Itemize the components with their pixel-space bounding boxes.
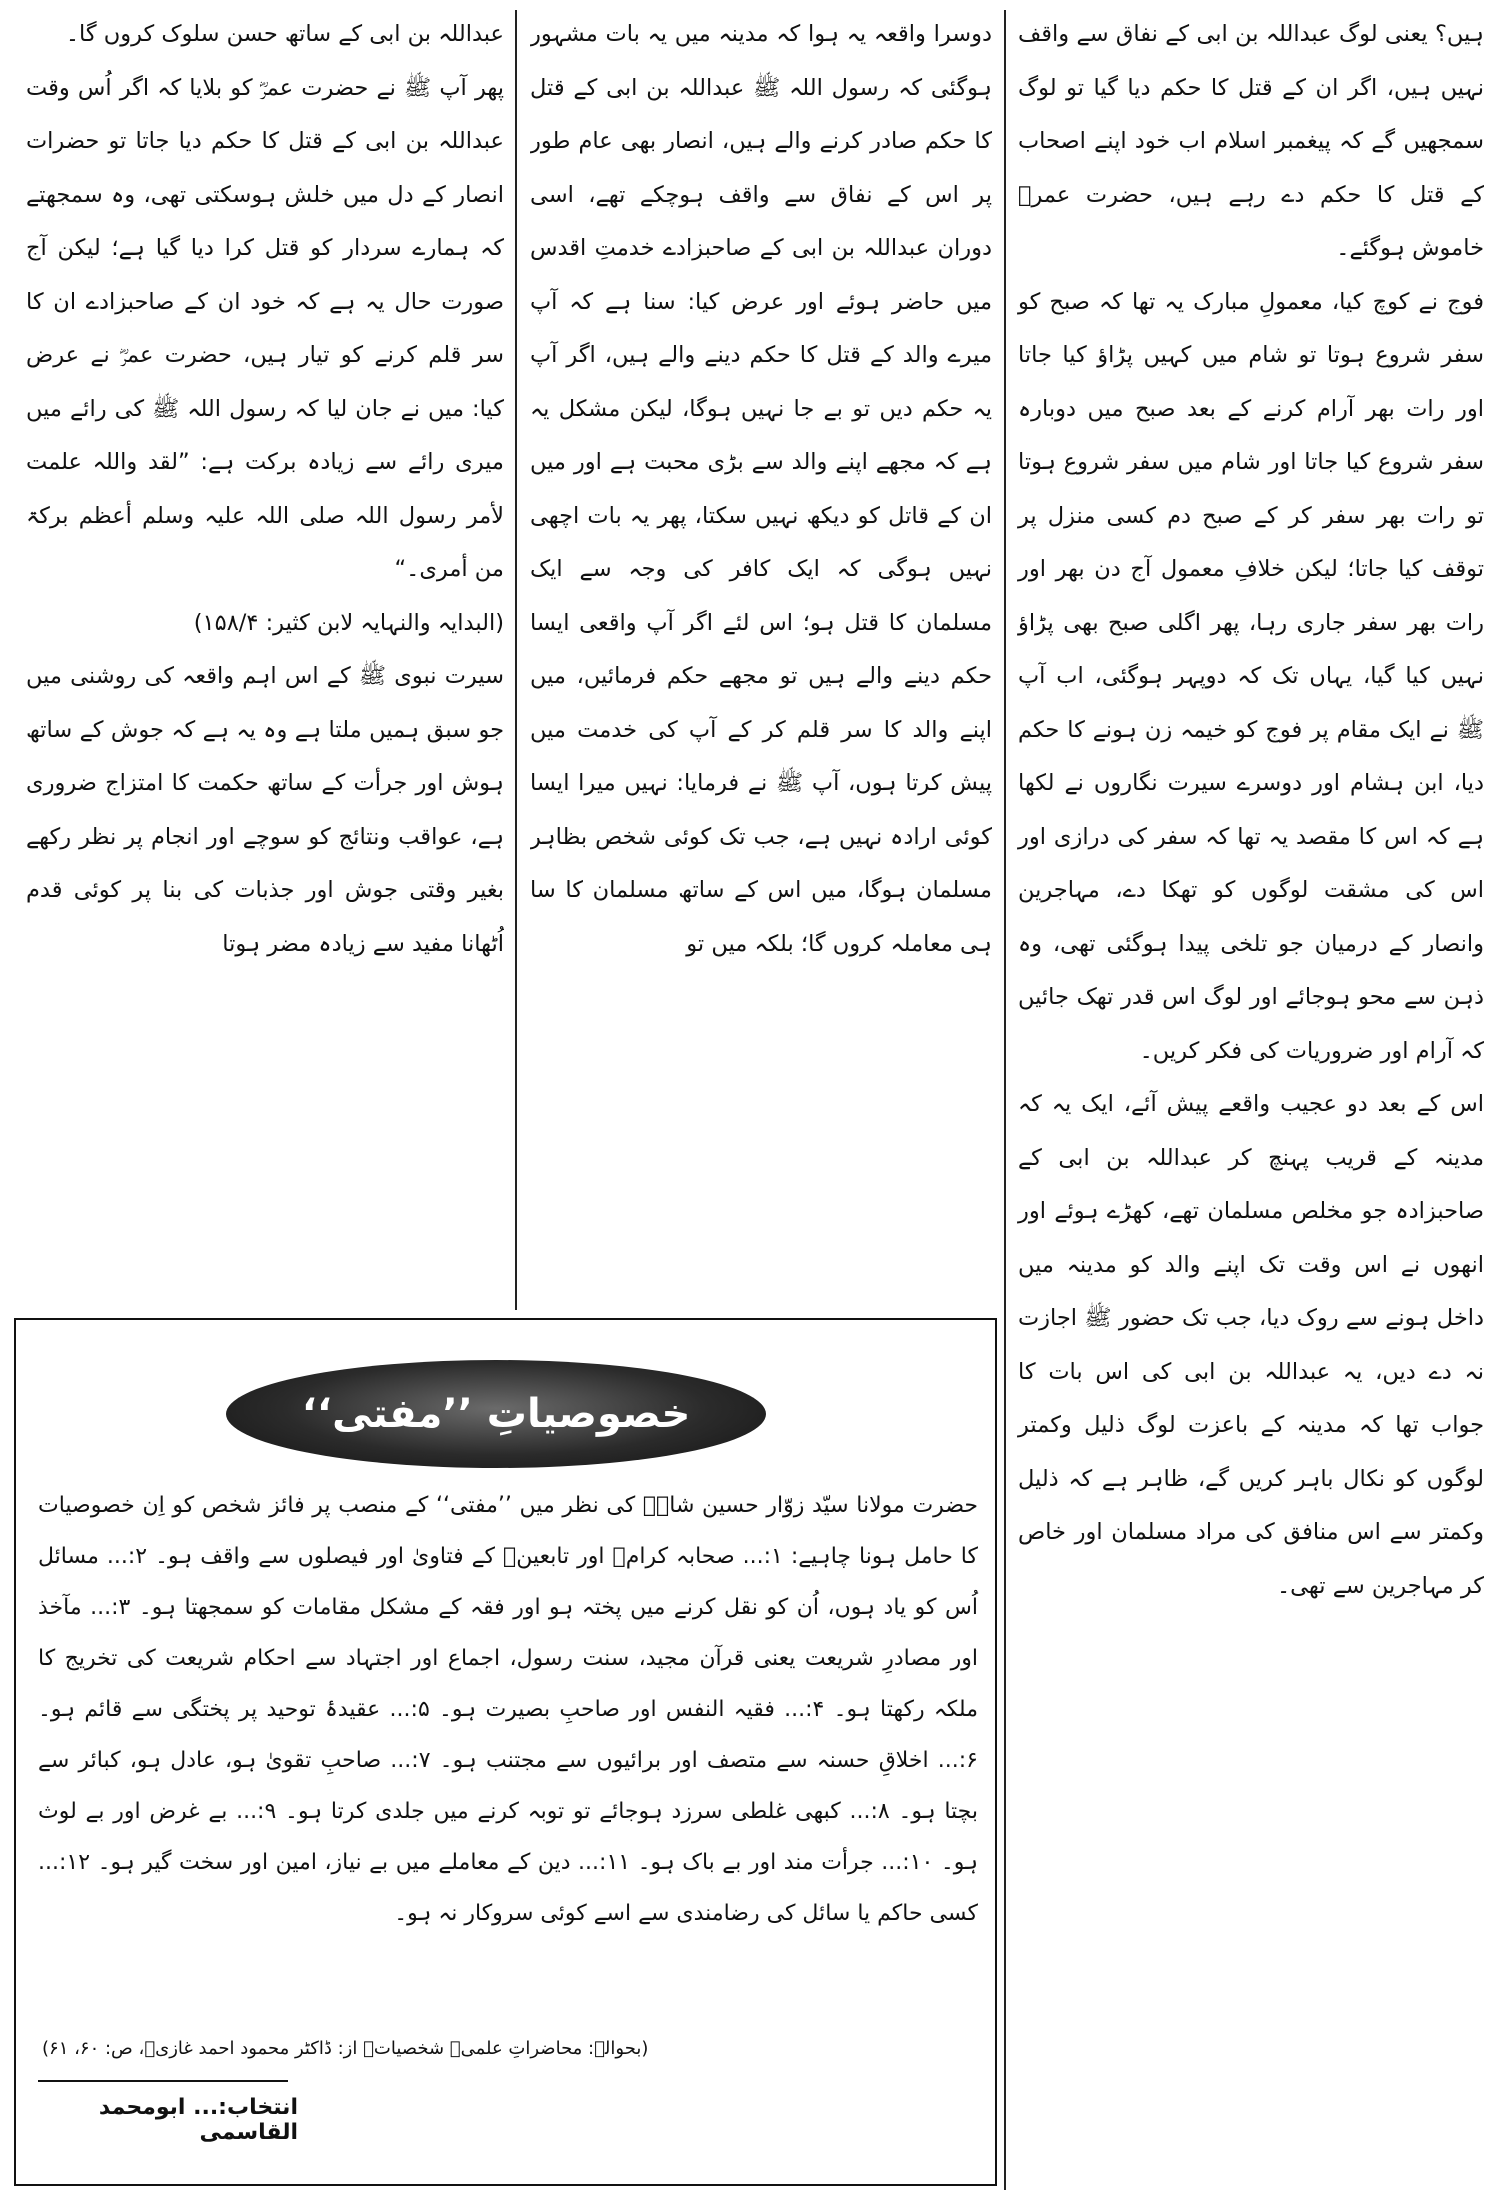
paragraph: فوج نے کوچ کیا، معمولِ مبارک یہ تھا کہ صبح کو سفر شروع ہوتا تو شام میں کہیں پڑاؤ کیا جاتا اور رات بھر آرام کرنے کے بعد صبح میں دوبارہ سفر شروع کیا جاتا اور شام میں سفر شروع ہوتا تو رات بھر سفر کر کے صبح دم کسی منزل پر توقف کیا جاتا؛ لیکن خلافِ معمول آج دن بھر اور رات بھر سفر جاری رہا، پھر اگلی صبح بھی پڑاؤ نہیں کیا گیا، یہاں تک کہ دوپہر ہوگئی، اب آپ ﷺ نے ایک مقام پر فوج کو خیمہ زن ہونے کا حکم دیا، ابن ہشام اور دوسرے سیرت نگاروں نے لکھا ہے کہ اس کا مقصد یہ تھا کہ سفر کی درازی اور اس کی مشقت لوگوں کو تھکا دے، مہاجرین وانصار کے درمیان جو تلخی پیدا ہوگئی تھی، وہ ذہن سے محو ہوجائے اور لوگ اس قدر تھک جائیں کہ آرام اور ضروریات کی فکر کریں۔ <box>1018 288 1484 1064</box>
column-left <box>26 8 504 1308</box>
paragraph: اس کے بعد دو عجیب واقعے پیش آئے، ایک یہ کہ مدینہ کے قریب پہنچ کر عبداللہ بن ابی کے صاحبزادہ جو مخلص مسلمان تھے، کھڑے ہوئے اور انھوں نے اس وقت تک اپنے والد کو مدینہ میں داخل ہونے سے روک دیا، جب تک حضور ﷺ اجازت نہ دے دیں، یہ عبداللہ بن ابی کی اس بات کا جواب تھا کہ مدینہ کے باعزت لوگ ذلیل وکمتر لوگوں کو نکال باہر کریں گے، ظاہر ہے کہ ذلیل وکمتر سے اس منافق کی مراد مسلمان اور خاص کر مہاجرین سے تھی۔ <box>1018 1091 1484 1599</box>
column-divider <box>1004 10 1006 2190</box>
box-body <box>38 1480 978 1939</box>
box-text: حضرت مولانا سیّد زوّار حسین شاہؒ کی نظر میں ’’مفتی‘‘ کے منصب پر فائز شخص کو اِن خصوصیات کا حامل ہونا چاہیے: ۱:... صحابہ کرامؓ اور تابعینؒ کے فتاویٰ اور فیصلوں سے واقف ہو۔ ۲:... مسائل اُس کو یاد ہوں، اُن کو نقل کرنے میں پختہ ہو اور فقہ کے مشکل مقامات کو سمجھتا ہو۔ ۳:... مآخذ اور مصادرِ شریعت یعنی قرآن مجید، سنت رسول، اجماع اور اجتہاد سے احکام شریعت کی تخریج کا ملکہ رکھتا ہو۔ ۴:... فقیہ النفس اور صاحبِ بصیرت ہو۔ ۵:... عقیدۂ توحید پر پختگی سے قائم ہو۔ ۶:... اخلاقِ حسنہ سے متصف اور برائیوں سے مجتنب ہو۔ ۷:... صاحبِ تقویٰ ہو، عادل ہو، کبائر سے بچتا ہو۔ ۸:... کبھی غلطی سرزد ہوجائے تو توبہ کرنے میں جلدی کرتا ہو۔ ۹:... بے غرض اور بے لوث ہو۔ ۱۰:... جرأت مند اور بے باک ہو۔ ۱۱:... دین کے معاملے میں بے نیاز، امین اور سخت گیر ہو۔ ۱۲:... کسی حاکم یا سائل کی رضامندی سے اسے کوئی سروکار نہ ہو۔ <box>38 1493 978 1926</box>
paragraph: عبداللہ بن ابی کے ساتھ حسن سلوک کروں گا۔ <box>65 21 504 47</box>
column-middle <box>530 8 992 1308</box>
column-divider <box>515 10 517 1310</box>
column-right <box>1018 8 1484 1613</box>
box-title: خصوصیاتِ ’’مفتی‘‘ <box>301 1391 691 1437</box>
box-separator <box>38 2080 288 2082</box>
paragraph: دوسرا واقعہ یہ ہوا کہ مدینہ میں یہ بات مشہور ہوگئی کہ رسول اللہ ﷺ عبداللہ بن ابی کے قتل کا حکم صادر کرنے والے ہیں، انصار بھی عام طور پر اس کے نفاق سے واقف ہوچکے تھے، اسی دوران عبداللہ بن ابی کے صاحبزادے خدمتِ اقدس میں حاضر ہوئے اور عرض کیا: سنا ہے کہ آپ میرے والد کے قتل کا حکم دینے والے ہیں، اگر آپ یہ حکم دیں تو بے جا نہیں ہوگا، لیکن مشکل یہ ہے کہ مجھے اپنے والد سے بڑی محبت ہے اور میں ان کے قاتل کو دیکھ نہیں سکتا، پھر یہ بات اچھی نہیں ہوگی کہ ایک کافر کی وجہ سے ایک مسلمان کا قتل ہو؛ اس لئے اگر آپ واقعی ایسا حکم دینے والے ہیں تو مجھے حکم فرمائیں، میں اپنے والد کا سر قلم کر کے آپ کی خدمت میں پیش کرتا ہوں، آپ ﷺ نے فرمایا: نہیں میرا ایسا کوئی ارادہ نہیں ہے، جب تک کوئی شخص بظاہر مسلمان ہوگا، میں اس کے ساتھ مسلمان کا سا ہی معاملہ کروں گا؛ بلکہ میں تو <box>530 21 992 957</box>
box-title-banner <box>226 1360 766 1468</box>
paragraph: پھر آپ ﷺ نے حضرت عمرؓ کو بلایا کہ اگر اُس وقت عبداللہ بن ابی کے قتل کا حکم دیا جاتا تو حضرات انصار کے دل میں خلش ہوسکتی تھی، وہ سمجھتے کہ ہمارے سردار کو قتل کرا دیا گیا ہے؛ لیکن آج صورت حال یہ ہے کہ خود ان کے صاحبزادے ان کا سر قلم کرنے کو تیار ہیں، حضرت عمرؓ نے عرض کیا: میں نے جان لیا کہ رسول اللہ ﷺ کی رائے میں میری رائے سے زیادہ برکت ہے: ”لقد واللہ علمت لأمر رسول اللہ صلی اللہ علیہ وسلم أعظم برکۃ من أمری۔“ <box>26 74 504 582</box>
paragraph: ہیں؟ یعنی لوگ عبداللہ بن ابی کے نفاق سے واقف نہیں ہیں، اگر ان کے قتل کا حکم دیا گیا تو لوگ سمجھیں گے کہ پیغمبر اسلام اب خود اپنے اصحاب کے قتل کا حکم دے رہے ہیں، حضرت عمرؓ خاموش ہوگئے۔ <box>1018 21 1484 261</box>
box-credit: انتخاب:... ابومحمد القاسمی <box>98 2095 298 2145</box>
citation: (البدایہ والنہایہ لابن کثیر: ۱۵۸/۴) <box>193 609 504 636</box>
box-reference: (بحوالہ: محاضراتِ علمی۔ شخصیات۔ از: ڈاکٹر محمود احمد غازیؒ، ص: ۶۰، ۶۱) <box>42 2038 649 2059</box>
paragraph: سیرت نبوی ﷺ کے اس اہم واقعہ کی روشنی میں جو سبق ہمیں ملتا ہے وہ یہ ہے کہ جوش کے ساتھ ہوش اور جرأت کے ساتھ حکمت کا امتزاج ضروری ہے، عواقب ونتائج کو سوچے اور انجام پر نظر رکھے بغیر وقتی جوش اور جذبات کی بنا پر کوئی قدم اُٹھانا مفید سے زیادہ مضر ہوتا <box>26 663 504 957</box>
mufti-qualities-box <box>14 1318 997 2186</box>
